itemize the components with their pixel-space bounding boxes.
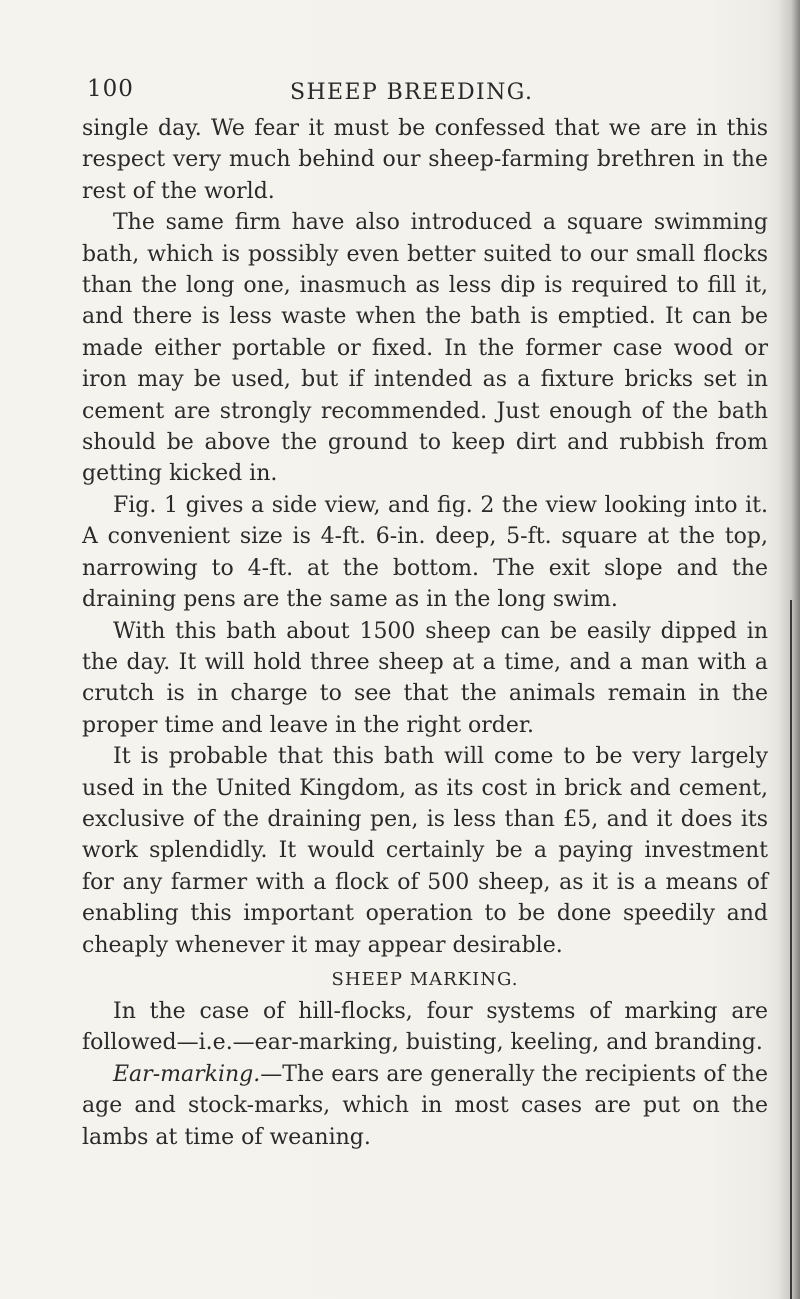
paragraph: It is probable that this bath will come to be very largely used in the United Kingdom, as its cost in brick and cement, exclusive of the draining pen, is less than £5, and it does its work splendidly. It would certainly be a paying investment for any farmer with a flock of 500 sheep, as it is a means of enabling this important operation to be done speedily and cheaply whenever it may appear desirable. — [82, 744, 768, 958]
section-heading: SHEEP MARKING. — [331, 968, 519, 990]
paragraph: In the case of hill-flocks, four systems of marking are followed—i.e.—ear-marking, buisting, keeling, and branding. — [82, 998, 768, 1056]
page-edge-shadow — [778, 0, 800, 1299]
running-title: SHEEP BREEDING. — [290, 80, 534, 105]
subsection-paragraph — [82, 1059, 768, 1153]
subsection-title: Ear-marking. — [113, 1061, 261, 1087]
paragraph: Fig. 1 gives a side view, and fig. 2 the view looking into it. A convenient size is 4-ft. 6-in. deep, 5-ft. square at the top, narrowing to 4-ft. at the bottom. The exit slope and the draining pens are the same as in the long swim. — [82, 492, 768, 613]
page-edge-line — [790, 600, 792, 1299]
paragraph: The same firm have also introduced a square swimming bath, which is possibly even better suited to our small flocks than the long one, inasmuch as less dip is required to fill it, and there is less waste when the bath is emptied. It can be made either portable or fixed. In the former case wood or iron may be used, but if intended as a fixture bricks set in cement are strongly recommended. Just enough of the bath should be above the ground to keep dirt and rubbish from getting kicked in. — [82, 210, 768, 487]
page-number: 100 — [87, 76, 134, 102]
paragraph: With this bath about 1500 sheep can be easily dipped in the day. It will hold three sheep at a time, and a man with a crutch is in charge to see that the animals remain in the proper time and leave in the right order. — [82, 618, 768, 738]
paragraph: single day. We fear it must be confessed that we are in this respect very much behind our sheep-farming brethren in the rest of the world. — [82, 116, 768, 204]
subsection-text: —The ears are generally the recipients of the age and stock-marks, which in most cases are put on the lambs at time of weaning. — [82, 1061, 768, 1150]
body-text — [82, 113, 768, 1153]
